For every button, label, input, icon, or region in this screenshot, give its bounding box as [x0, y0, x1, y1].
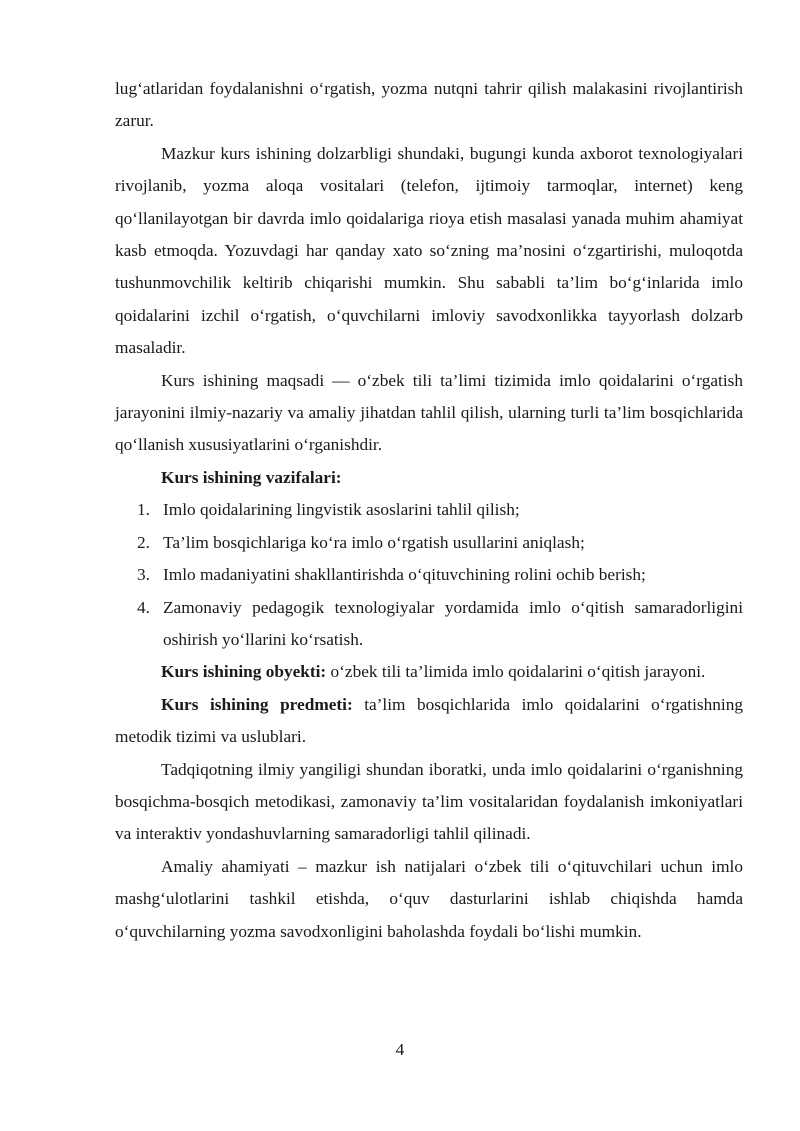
practical-paragraph: Amaliy ahamiyati – mazkur ish natijalari o‘zbek tili o‘qituvchilari uchun imlo mashg‘ulotlarini tashkil etishda, o‘quv dasturlarini ishlab chiqishda hamda o‘quvchilarning yozma savodxonligini baholashda foydali bo‘lishi mumkin.	[115, 856, 743, 941]
task-number: 1.	[137, 500, 150, 520]
subject-text: ta’lim bosqichlarida imlo qoidalarini o‘rgatishning metodik tizimi va uslublari.	[115, 694, 743, 747]
tasks-heading: Kurs ishining vazifalari:	[161, 467, 342, 487]
task-item	[115, 592, 743, 657]
task-number: 2.	[137, 532, 150, 552]
intro-continuation-paragraph: lug‘atlaridan foydalanishni o‘rgatish, yozma nutqni tahrir qilish malakasini rivojlantirish zarur.	[115, 79, 743, 131]
object-label: Kurs ishining obyekti:	[161, 662, 327, 682]
relevance-paragraph: Mazkur kurs ishining dolzarbligi shundaki, bugungi kunda axborot texnologiyalari rivojlanib, yozma aloqa vositalari (telefon, ijtimoiy tarmoqlar, internet) keng qo‘llanilayotgan bir davrda imlo qoidalariga rioya etish masalasi yanada muhim ahamiyat kasb etmoqda. Yozuvdagi har qanday xato so‘zning ma’nosini o‘zgartirishi, muloqotda tushunmovchilik keltirib chiqarishi mumkin. Shu sababli ta’lim bo‘g‘inlarida imlo qoidalarini izchil o‘rgatish, o‘quvchilarni imloviy savodxonlikka tayyorlash dolzarb masaladir.	[115, 143, 743, 358]
task-item	[115, 494, 743, 526]
document-page	[115, 73, 743, 948]
task-text: Zamonaviy pedagogik texnologiyalar yordamida imlo o‘qitish samaradorligini oshirish yo‘llarini ko‘rsatish.	[163, 597, 743, 649]
task-number: 4.	[137, 597, 150, 617]
task-text: Ta’lim bosqichlariga ko‘ra imlo o‘rgatish usullarini aniqlash;	[163, 532, 585, 552]
task-text: Imlo madaniyatini shakllantirishda o‘qituvchining rolini ochib berish;	[163, 565, 646, 585]
task-number: 3.	[137, 565, 150, 585]
page-number: 4	[395, 1040, 405, 1059]
subject-label: Kurs ishining predmeti:	[161, 694, 353, 714]
task-item	[115, 559, 743, 591]
subject-paragraph	[115, 689, 743, 754]
object-paragraph	[115, 656, 743, 688]
task-text: Imlo qoidalarining lingvistik asoslarini tahlil qilish;	[163, 500, 520, 520]
goal-paragraph: Kurs ishining maqsadi — o‘zbek tili ta’limi tizimida imlo qoidalarini o‘rgatish jarayonini ilmiy-nazariy va amaliy jihatdan tahlil qilish, ularning turli ta’lim bosqichlarida qo‘llanish xususiyatlarini o‘rganishdir.	[115, 370, 743, 455]
tasks-list	[115, 494, 743, 656]
task-item	[115, 527, 743, 559]
object-text: o‘zbek tili ta’limida imlo qoidalarini o‘qitish jarayoni.	[326, 662, 706, 682]
novelty-paragraph: Tadqiqotning ilmiy yangiligi shundan iboratki, unda imlo qoidalarini o‘rganishning bosqichma-bosqich metodikasi, zamonaviy ta’lim vositalaridan foydalanish imkoniyatlari va interaktiv yondashuvlarning samaradorligi tahlil qilinadi.	[115, 759, 743, 844]
